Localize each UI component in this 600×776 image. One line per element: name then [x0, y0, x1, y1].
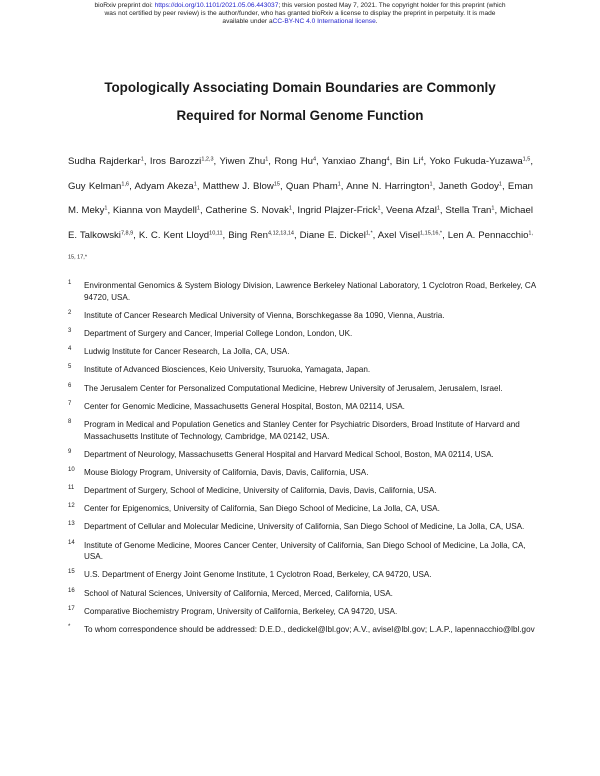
author — [228, 230, 294, 241]
author — [346, 181, 432, 192]
affiliation-item — [68, 503, 538, 515]
preprint-line-2: was not certified by peer review) is the author/funder, who has granted bioRxiv a license to display the preprint in perpetuity. It is made — [104, 10, 496, 17]
affiliation-text: Environmental Genomics & System Biology Division, Lawrence Berkeley National Laboratory, 1 Cyclotron Road, Berkeley, CA 94720, USA. — [84, 281, 536, 302]
affiliation-number: 6 — [68, 382, 72, 389]
author-separator: , — [268, 156, 275, 167]
author-separator: , — [279, 180, 286, 192]
author-separator: , — [442, 229, 448, 241]
affiliation-item — [68, 569, 538, 581]
affiliation-number: 5 — [68, 364, 72, 371]
preprint-suffix: ; this version posted May 7, 2021. The copyright holder for this preprint (which — [278, 2, 506, 9]
paper-title-line-1: Topologically Associating Domain Boundaries are Commonly — [104, 80, 496, 95]
affiliation-item — [68, 521, 538, 533]
author — [286, 181, 341, 192]
author-name: Len A. Pennacchio — [447, 229, 529, 241]
author — [297, 205, 380, 216]
affiliation-text: Institute of Cancer Research Medical University of Vienna, Borschkegasse 8a 1090, Vienna, Austria. — [84, 310, 445, 320]
author-name: Yoko Fukuda-Yuzawa — [429, 156, 523, 167]
author-affiliation-marker: 1 — [337, 181, 341, 187]
affiliation-number: * — [68, 623, 71, 630]
author-name: Bing Ren — [228, 229, 268, 241]
affiliation-number: 15 — [68, 569, 75, 576]
author-affiliation-marker: 1, 15, 17,* — [68, 230, 534, 261]
license-suffix: . — [375, 18, 378, 25]
author — [445, 205, 494, 216]
author-separator: , — [213, 156, 220, 167]
author — [378, 230, 442, 241]
author-affiliation-marker: 1 — [491, 205, 495, 212]
affiliation-number: 14 — [68, 539, 75, 546]
author — [274, 156, 316, 167]
author-affiliation-marker: 1 — [429, 181, 433, 187]
affiliation-text: The Jerusalem Center for Personalized Computational Medicine, Hebrew University of Jerusalem, Jerusalem, Israel. — [84, 383, 503, 393]
author-separator: , — [340, 180, 347, 192]
affiliation-item — [68, 310, 538, 322]
author-affiliation-marker: 15 — [273, 181, 280, 187]
affiliation-text: Comparative Biochemistry Program, University of California, Berkeley, CA 94720, USA. — [84, 606, 398, 616]
affiliation-text: School of Natural Sciences, University of California, Merced, Merced, California, USA. — [84, 588, 393, 598]
author-affiliation-marker: 1 — [377, 205, 381, 212]
affiliation-item — [68, 485, 538, 497]
license-prefix: available under a — [222, 18, 273, 25]
affiliation-item — [68, 401, 538, 413]
author-separator: , — [439, 205, 446, 216]
author-affiliation-marker: 1 — [104, 205, 108, 212]
author-separator: , — [389, 156, 396, 167]
author-affiliation-marker: 1,* — [365, 230, 373, 236]
author-separator: , — [316, 156, 322, 167]
affiliation-text: Department of Surgery and Cancer, Imperial College London, London, UK. — [84, 328, 353, 338]
affiliation-number: 12 — [68, 503, 75, 510]
author-separator: , — [494, 205, 500, 216]
affiliation-number: 1 — [68, 280, 72, 286]
author-name: Anne N. Harrington — [346, 180, 430, 192]
author-affiliation-marker: 7,8,9 — [120, 230, 134, 236]
author — [300, 230, 373, 241]
author — [150, 156, 214, 167]
author — [139, 230, 223, 241]
preprint-line-1 — [40, 2, 560, 10]
affiliation-number: 8 — [68, 418, 72, 425]
author-name: Eman M. Meky — [68, 180, 533, 216]
author-separator: , — [530, 156, 533, 167]
affiliation-number: 16 — [68, 587, 75, 594]
author-affiliation-marker: 1,5 — [522, 156, 531, 163]
author-name: Guy Kelman — [68, 180, 122, 192]
author-affiliation-marker: 1 — [288, 205, 292, 212]
affiliation-item — [68, 346, 538, 358]
paper-title-line-2: Required for Normal Genome Function — [176, 108, 424, 123]
author — [386, 205, 440, 216]
affiliation-number: 4 — [68, 346, 72, 353]
author-affiliation-marker: 4 — [312, 156, 317, 163]
author-name: Yiwen Zhu — [219, 156, 266, 167]
doi-link[interactable]: https://doi.org/10.1101/2021.05.06.443037 — [154, 2, 279, 9]
author-name: Matthew J. Blow — [202, 180, 274, 192]
affiliation-item — [68, 419, 538, 442]
author-name: Iros Barozzi — [149, 156, 202, 167]
author — [205, 205, 292, 216]
affiliation-number: 13 — [68, 521, 75, 528]
author — [322, 156, 390, 167]
affiliation-item — [68, 280, 538, 303]
affiliation-text: Center for Epigenomics, University of California, San Diego School of Medicine, La Jolla, CA, USA. — [84, 504, 440, 514]
author-separator: , — [199, 205, 206, 216]
affiliation-text: Mouse Biology Program, University of California, Davis, Davis, California, USA. — [84, 467, 369, 477]
author-name: Catherine S. Novak — [205, 205, 289, 216]
preprint-prefix: bioRxiv preprint doi: — [94, 2, 155, 9]
author — [68, 181, 129, 192]
author-name: Kianna von Maydell — [112, 205, 197, 216]
author-affiliation-marker: 1,15,16,* — [420, 230, 443, 236]
affiliation-item — [68, 467, 538, 479]
affiliation-text: Department of Cellular and Molecular Medicine, University of California, San Diego School of Medicine, La Jolla, CA, USA. — [84, 522, 525, 532]
author-name: Yanxiao Zhang — [321, 156, 387, 167]
author-separator: , — [372, 229, 378, 241]
author-name: Quan Pham — [285, 180, 338, 192]
affiliation-text: Ludwig Institute for Cancer Research, La Jolla, CA, USA. — [84, 347, 290, 357]
author-name: Sudha Rajderkar — [68, 156, 141, 167]
author-separator: , — [107, 205, 113, 216]
author-affiliation-marker: 1,6 — [121, 181, 130, 187]
author-affiliation-marker: 4 — [386, 156, 390, 163]
affiliation-text: Center for Genomic Medicine, Massachusetts General Hospital, Boston, MA 02114, USA. — [84, 401, 405, 411]
affiliation-number: 9 — [68, 448, 72, 455]
author-list — [68, 150, 533, 273]
affiliation-item — [68, 606, 538, 618]
affiliation-number: 17 — [68, 605, 75, 612]
author-separator: , — [196, 180, 203, 192]
author-separator: , — [143, 156, 150, 167]
affiliation-text: Institute of Advanced Biosciences, Keio University, Tsuruoka, Yamagata, Japan. — [84, 365, 371, 375]
author-separator: , — [291, 205, 298, 216]
affiliation-item — [68, 364, 538, 376]
affiliation-number: 2 — [68, 309, 72, 316]
affiliation-text: To whom correspondence should be addressed: D.E.D., dedickel@lbl.gov; A.V., avisel@lbl.gov; L.A.P., lapennacchio@lbl.gov — [84, 624, 535, 634]
affiliation-number: 3 — [68, 327, 72, 334]
affiliation-number: 10 — [68, 466, 75, 473]
author-affiliation-marker: 1 — [140, 156, 144, 163]
author-name: Veena Afzal — [386, 205, 437, 216]
affiliation-number: 7 — [68, 400, 72, 407]
affiliation-text: Department of Neurology, Massachusetts General Hospital and Harvard Medical School, Boston, MA 02114, USA. — [84, 449, 494, 459]
author-affiliation-marker: 4,12,13,14 — [267, 230, 294, 236]
author-affiliation-marker: 4 — [420, 156, 424, 163]
author — [219, 156, 268, 167]
affiliation-item — [68, 328, 538, 340]
affiliation-text: U.S. Department of Energy Joint Genome Institute, 1 Cyclotron Road, Berkeley, CA 94720, USA. — [84, 570, 432, 580]
affiliation-text: Institute of Genome Medicine, Moores Cancer Center, University of California, San Diego School of Medicine, La Jolla, CA, USA. — [84, 540, 526, 562]
author-affiliation-marker: 1 — [498, 181, 502, 187]
author-name: Ingrid Plajzer-Frick — [297, 205, 378, 216]
author-separator: , — [222, 229, 229, 241]
author — [396, 156, 424, 167]
affiliation-text: Department of Surgery, School of Medicine, University of California, Davis, Davis, California, USA. — [84, 486, 437, 496]
author-affiliation-marker: 1 — [265, 156, 269, 163]
author-name: K. C. Kent Lloyd — [138, 229, 210, 241]
author-name: Stella Tran — [445, 205, 492, 216]
author-affiliation-marker: 1 — [193, 181, 197, 187]
author — [439, 181, 502, 192]
affiliation-item — [68, 588, 538, 600]
author-separator: , — [423, 156, 430, 167]
author-separator: , — [129, 180, 135, 192]
author-name: Adyam Akeza — [134, 180, 194, 192]
affiliation-number: 11 — [68, 485, 75, 492]
author-separator: , — [293, 229, 300, 241]
affiliation-list — [68, 280, 538, 642]
author — [68, 156, 144, 167]
author-name: Diane E. Dickel — [299, 229, 366, 241]
affiliation-item — [68, 449, 538, 461]
author — [134, 181, 196, 192]
author-name: Rong Hu — [274, 156, 313, 167]
author-name: Michael E. Talkowski — [68, 205, 533, 241]
author-separator: , — [501, 180, 508, 192]
affiliation-item — [68, 540, 538, 563]
preprint-line-3 — [40, 18, 560, 26]
author-name: Axel Visel — [377, 229, 421, 241]
author-separator: , — [133, 229, 139, 241]
author-affiliation-marker: 1 — [436, 205, 440, 212]
affiliation-text: Program in Medical and Population Genetics and Stanley Center for Psychiatric Disorders, Broad Institute of Harvard and Massachusetts Institute of Technology, Cambridge, MA 02142, USA. — [84, 419, 520, 441]
author-separator: , — [380, 205, 387, 216]
affiliation-item — [68, 624, 538, 636]
author-affiliation-marker: 1 — [196, 205, 200, 212]
author — [113, 205, 200, 216]
preprint-notice — [40, 2, 560, 26]
author-name: Bin Li — [395, 156, 421, 167]
author-affiliation-marker: 10,11 — [209, 230, 223, 236]
license-link[interactable]: CC-BY-NC 4.0 International license — [272, 18, 376, 25]
author-name: Janeth Godoy — [438, 180, 499, 192]
author — [203, 181, 280, 192]
author-separator: , — [432, 180, 439, 192]
author — [429, 156, 530, 167]
affiliation-item — [68, 383, 538, 395]
author-affiliation-marker: 1,2,3 — [201, 156, 214, 163]
